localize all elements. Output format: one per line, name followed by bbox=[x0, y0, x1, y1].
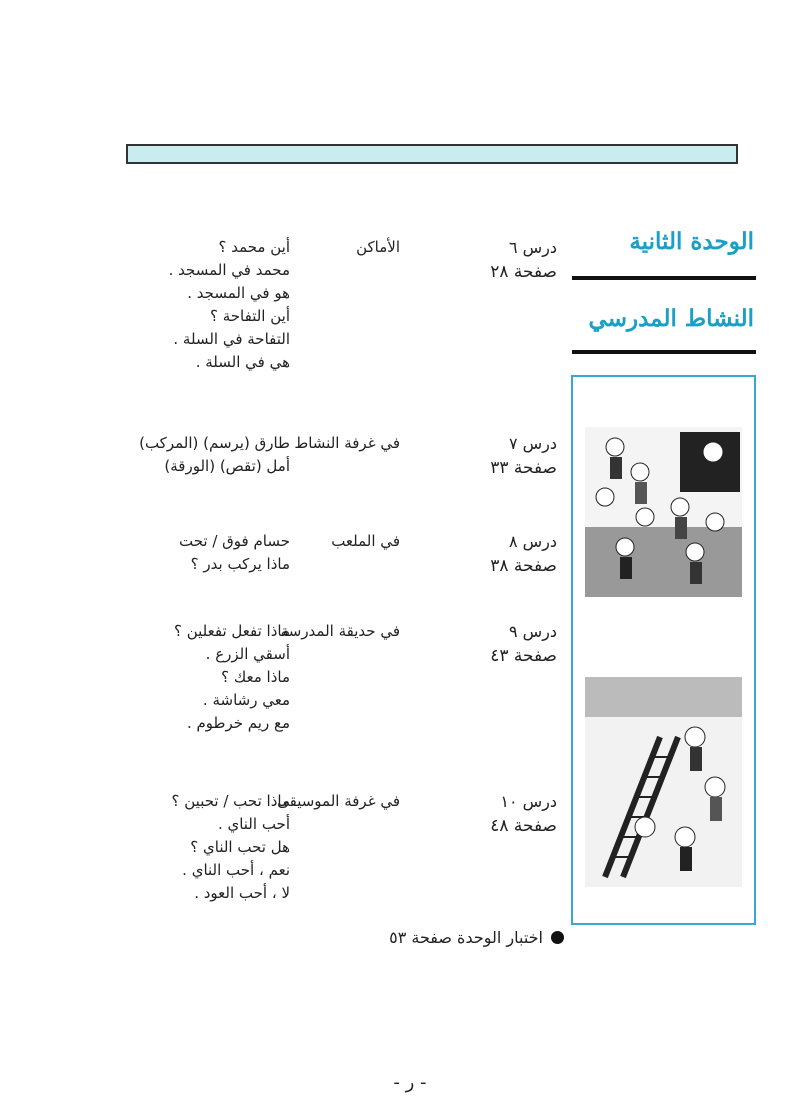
lesson-number: درس ٩ bbox=[508, 622, 557, 641]
lesson-page: صفحة ٤٣ bbox=[490, 646, 557, 666]
sentence: محمد في المسجد . bbox=[168, 261, 290, 279]
sentence: ماذا معك ؟ bbox=[221, 668, 290, 686]
garden-slide-illustration bbox=[585, 677, 742, 887]
lesson-number: درس ٧ bbox=[508, 434, 557, 453]
lesson-page: صفحة ٤٨ bbox=[490, 816, 557, 836]
lesson-number: درس ٨ bbox=[508, 532, 557, 551]
lesson-topic: في غرفة الموسيقى bbox=[277, 792, 400, 810]
subtitle-divider bbox=[572, 350, 756, 354]
lesson-page: صفحة ٣٣ bbox=[490, 458, 557, 478]
lesson-sentences bbox=[90, 790, 290, 905]
lesson-topic: في الملعب bbox=[331, 532, 400, 550]
lesson-number: درس ٦ bbox=[508, 238, 557, 257]
sentence: معي رشاشة . bbox=[202, 691, 290, 709]
bullet-icon bbox=[551, 931, 564, 944]
sentence: هي في السلة . bbox=[195, 353, 290, 371]
sentence: لا ، أحب العود . bbox=[194, 884, 290, 902]
sentence: ماذا تفعل تفعلين ؟ bbox=[174, 622, 290, 640]
lesson-topic: الأماكن bbox=[356, 238, 400, 256]
lesson-page: صفحة ٣٨ bbox=[490, 556, 557, 576]
lesson-sentences bbox=[90, 236, 290, 374]
sentence: حسام فوق / تحت bbox=[178, 532, 290, 550]
lesson-number-block bbox=[447, 432, 557, 480]
sentence: أسقي الزرع . bbox=[205, 645, 290, 663]
title-divider bbox=[572, 276, 756, 280]
classroom-activity-illustration bbox=[585, 427, 742, 597]
sentence: مع ريم خرطوم . bbox=[186, 714, 290, 732]
illustration-frame bbox=[571, 375, 756, 925]
lesson-number-block bbox=[447, 236, 557, 284]
sentence: نعم ، أحب الناي . bbox=[182, 861, 290, 879]
sentence: أين التفاحة ؟ bbox=[210, 307, 290, 325]
lesson-topic: في حديقة المدرسة bbox=[280, 622, 400, 640]
lesson-sentences bbox=[90, 530, 290, 576]
unit-test-text: اختبار الوحدة صفحة ٥٣ bbox=[389, 928, 543, 947]
lesson-sentences bbox=[90, 620, 290, 735]
unit-title: الوحدة الثانية bbox=[629, 228, 754, 255]
lesson-topic: في غرفة النشاط bbox=[294, 434, 400, 452]
lesson-sentences bbox=[90, 432, 290, 478]
sentence: أمل (تقص) (الورقة) bbox=[164, 457, 290, 475]
sentence: أين محمد ؟ bbox=[218, 238, 290, 256]
header-bar bbox=[126, 144, 738, 164]
lesson-number: درس ١٠ bbox=[500, 792, 557, 811]
unit-test-line bbox=[389, 928, 564, 947]
sentence: التفاحة في السلة . bbox=[173, 330, 290, 348]
lesson-number-block bbox=[447, 530, 557, 578]
sentence: هو في المسجد . bbox=[187, 284, 290, 302]
sentence: ماذا يركب بدر ؟ bbox=[190, 555, 290, 573]
sentence: أحب الناي . bbox=[217, 815, 290, 833]
lesson-number-block bbox=[447, 790, 557, 838]
lesson-number-block bbox=[447, 620, 557, 668]
lesson-page: صفحة ٢٨ bbox=[490, 262, 557, 282]
unit-subtitle: النشاط المدرسي bbox=[588, 305, 754, 332]
sentence: هل تحب الناي ؟ bbox=[190, 838, 290, 856]
page-number: - ر - bbox=[393, 1072, 427, 1093]
sentence: طارق (يرسم) (المركب) bbox=[139, 434, 290, 452]
sentence: ماذا تحب / تحبين ؟ bbox=[171, 792, 290, 810]
